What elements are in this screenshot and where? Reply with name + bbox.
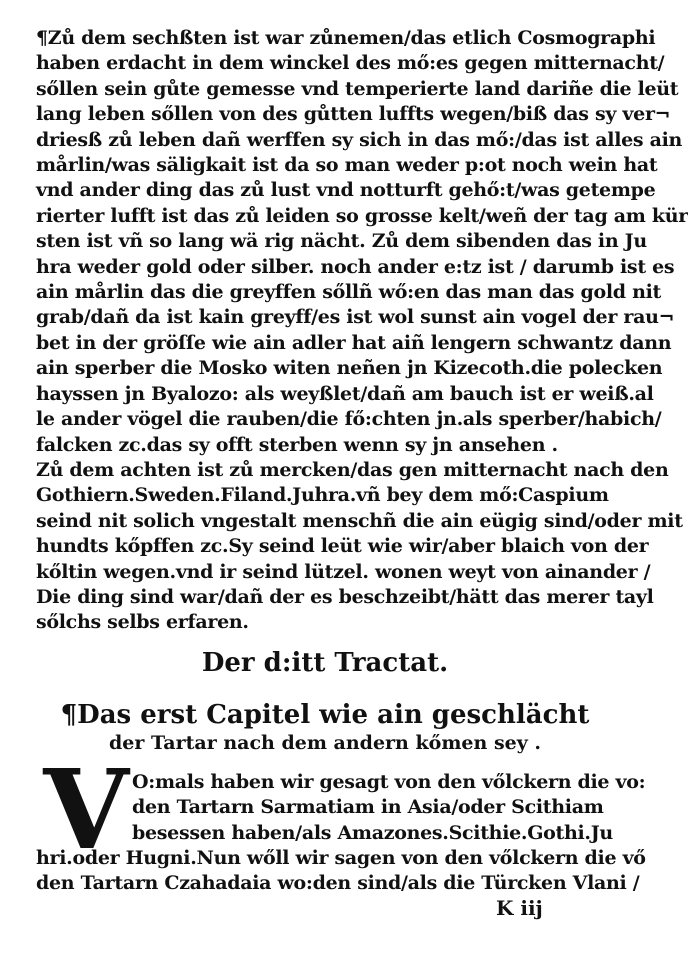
text-line: sten ist vñ so lang wä rig nächt. Zů dem sibenden das in Ju <box>36 230 647 253</box>
text-line: seind nit solich vngestalt menschñ die ain eügig sind/oder mit <box>36 509 683 532</box>
text-line: rierter lufft ist das zů leiden so grosse kelt/weñ der tag am kür <box>36 204 688 227</box>
text-line: falcken zc.das sy offt sterben wenn sy jn ansehen . <box>36 433 558 456</box>
text-line: bet in der gröſſe wie ain adler hat aiñ lengern schwantz dann <box>36 331 672 354</box>
text-line: sőllen sein gůte gemesse vnd temperierte land dariñe die leüt <box>36 77 679 100</box>
text-line: lang leben sőllen von des gůtten luffts wegen/biß das sy ver¬ <box>36 103 671 126</box>
text-line: hri.oder Hugni.Nun wőll wir sagen von den vőlckern die vő <box>36 847 646 869</box>
text-line: ain mårlin das die greyffen sőllñ wő:en das man das gold nit <box>36 281 661 304</box>
text-line: le ander vögel die rauben/die fő:chten jn.als sperber/habich/ <box>36 408 662 431</box>
decorated-initial: V <box>43 745 129 874</box>
text-line: hundts kőpffen zc.Sy seind leüt wie wir/aber blaich von der <box>36 535 649 558</box>
chapter-subtitle: der Tartar nach dem andern kőmen sey . <box>108 732 542 754</box>
text-line: driesß zů leben dañ werffen sy sich in das mő:/das ist alles ain <box>36 128 683 151</box>
tractate-heading: Der d:itt Tractat. <box>201 648 449 678</box>
text-line: O:mals haben wir gesagt von den vőlckern die vo: <box>132 771 646 793</box>
text-line: ¶Zů dem sechßten ist war zůnemen/das etlich Cosmographi <box>36 27 656 49</box>
text-line: den Tartarn Czahadaia wo:den sind/als die Türcken Vlani / <box>36 872 640 895</box>
chapter-title: ¶Das erst Capitel wie ain geschlächt <box>60 700 590 730</box>
text-line: mårlin/was säligkait ist da so man weder p:ot noch wein hat <box>36 154 658 177</box>
text-line: den Tartarn Sarmatiam in Asia/oder Scithiam <box>132 796 604 819</box>
text-line: ain sperber die Mosko witen neñen jn Kizecoth.die polecken <box>36 357 663 380</box>
text-line: sőlchs selbs erfaren. <box>36 611 249 634</box>
text-line: besessen haben/als Amazones.Scithie.Gothi.Ju <box>132 821 613 844</box>
text-line: hayssen jn Byalozo: als weyßlet/dañ am bauch ist er weiß.al <box>36 382 654 405</box>
opening-paragraph <box>132 770 646 846</box>
paragraph-seventh <box>36 26 688 458</box>
signature-mark: K iij <box>496 896 543 920</box>
text-line: kőltin wegen.vnd ir seind lützel. wonen weyt von ainander / <box>36 560 651 583</box>
paragraph-eighth <box>36 458 683 636</box>
text-line: haben erdacht in dem winckel des mő:es gegen mitternacht/ <box>36 52 665 75</box>
text-line: vnd ander ding das zů lust vnd notturft gehő:t/was getempe <box>36 179 656 202</box>
text-line: Zů dem achten ist zů mercken/das gen mitternacht nach den <box>36 459 669 481</box>
opening-paragraph-continued <box>36 846 646 897</box>
text-line: Die ding sind war/dañ der es beschzeibt/hätt das merer tayl <box>36 586 654 609</box>
text-line: grab/dañ da ist kain greyff/es ist wol sunst ain vogel der rau¬ <box>36 306 675 329</box>
text-line: Gothiern.Sweden.Filand.Juhra.vñ bey dem mő:Caspium <box>36 484 609 507</box>
text-line: hra weder gold oder silber. noch ander e:tz ist / darumb ist es <box>36 255 675 278</box>
